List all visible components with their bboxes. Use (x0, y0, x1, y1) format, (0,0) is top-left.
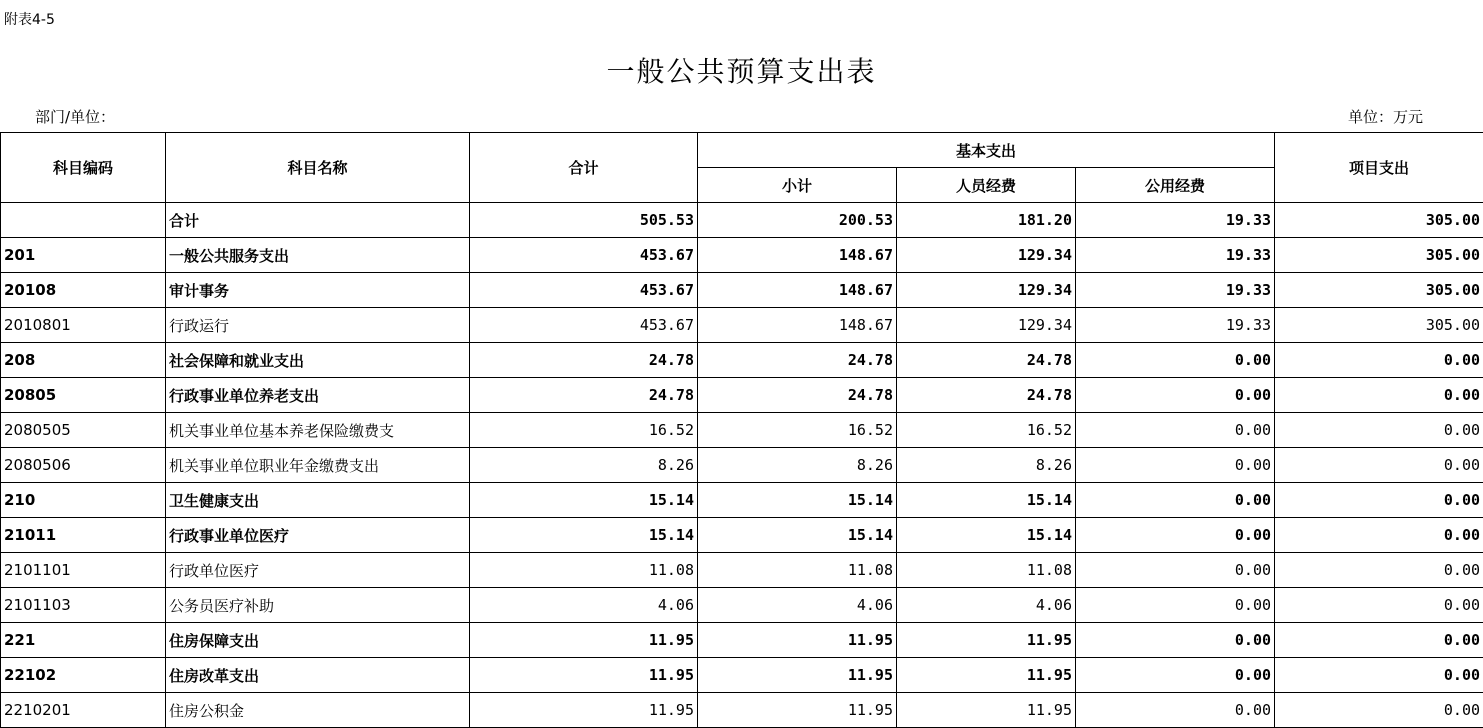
cell-personnel: 15.14 (897, 518, 1076, 553)
cell-name: 行政运行 (166, 308, 470, 343)
cell-code: 2101103 (1, 588, 166, 623)
cell-project: 305.00 (1275, 308, 1483, 343)
cell-total: 4.06 (470, 588, 698, 623)
unit-label: 单位：万元 (1347, 108, 1423, 126)
cell-project: 0.00 (1275, 378, 1483, 413)
cell-public: 19.33 (1076, 238, 1275, 273)
cell-name: 行政事业单位养老支出 (166, 378, 470, 413)
cell-code: 201 (1, 238, 166, 273)
cell-name: 社会保障和就业支出 (166, 343, 470, 378)
table-row (1, 203, 1483, 238)
cell-total: 11.95 (470, 623, 698, 658)
appendix-label: 附表4-5 (4, 12, 55, 28)
cell-code: 20805 (1, 378, 166, 413)
cell-public: 19.33 (1076, 308, 1275, 343)
cell-project: 0.00 (1275, 658, 1483, 693)
cell-subtotal: 24.78 (698, 378, 897, 413)
table-row (1, 448, 1483, 483)
cell-subtotal: 15.14 (698, 518, 897, 553)
cell-project: 305.00 (1275, 238, 1483, 273)
cell-public: 0.00 (1076, 413, 1275, 448)
cell-public: 0.00 (1076, 448, 1275, 483)
cell-total: 11.95 (470, 658, 698, 693)
cell-project: 0.00 (1275, 623, 1483, 658)
cell-name: 住房改革支出 (166, 658, 470, 693)
table-row (1, 553, 1483, 588)
cell-project: 0.00 (1275, 343, 1483, 378)
table-row (1, 273, 1483, 308)
cell-project: 0.00 (1275, 483, 1483, 518)
table-row (1, 693, 1483, 728)
cell-code: 2080505 (1, 413, 166, 448)
table-row (1, 588, 1483, 623)
cell-subtotal: 4.06 (698, 588, 897, 623)
cell-total: 505.53 (470, 203, 698, 238)
cell-subtotal: 24.78 (698, 343, 897, 378)
cell-name: 行政事业单位医疗 (166, 518, 470, 553)
cell-name: 住房公积金 (166, 693, 470, 728)
cell-total: 15.14 (470, 483, 698, 518)
cell-personnel: 16.52 (897, 413, 1076, 448)
cell-personnel: 129.34 (897, 238, 1076, 273)
cell-code: 208 (1, 343, 166, 378)
header-personnel: 人员经费 (897, 168, 1076, 203)
cell-code (1, 203, 166, 238)
cell-project: 0.00 (1275, 413, 1483, 448)
department-label: 部门/单位： (35, 108, 116, 126)
cell-code: 20108 (1, 273, 166, 308)
cell-name: 审计事务 (166, 273, 470, 308)
cell-public: 19.33 (1076, 203, 1275, 238)
header-subtotal: 小计 (698, 168, 897, 203)
cell-personnel: 24.78 (897, 343, 1076, 378)
cell-subtotal: 8.26 (698, 448, 897, 483)
cell-personnel: 11.95 (897, 623, 1076, 658)
cell-public: 0.00 (1076, 623, 1275, 658)
cell-total: 453.67 (470, 273, 698, 308)
cell-code: 22102 (1, 658, 166, 693)
table-row (1, 623, 1483, 658)
cell-public: 0.00 (1076, 483, 1275, 518)
table-row (1, 343, 1483, 378)
cell-subtotal: 148.67 (698, 238, 897, 273)
cell-subtotal: 148.67 (698, 273, 897, 308)
cell-public: 0.00 (1076, 588, 1275, 623)
table-row (1, 308, 1483, 343)
cell-code: 2080506 (1, 448, 166, 483)
cell-name: 机关事业单位职业年金缴费支出 (166, 448, 470, 483)
cell-total: 453.67 (470, 308, 698, 343)
cell-subtotal: 148.67 (698, 308, 897, 343)
cell-subtotal: 11.95 (698, 623, 897, 658)
cell-name: 公务员医疗补助 (166, 588, 470, 623)
cell-name: 一般公共服务支出 (166, 238, 470, 273)
header-total: 合计 (470, 133, 698, 203)
cell-name: 机关事业单位基本养老保险缴费支 (166, 413, 470, 448)
cell-code: 21011 (1, 518, 166, 553)
cell-project: 0.00 (1275, 448, 1483, 483)
header-code: 科目编码 (1, 133, 166, 203)
cell-subtotal: 11.08 (698, 553, 897, 588)
cell-project: 0.00 (1275, 693, 1483, 728)
budget-table (0, 132, 1483, 728)
cell-project: 0.00 (1275, 518, 1483, 553)
cell-subtotal: 200.53 (698, 203, 897, 238)
cell-total: 24.78 (470, 343, 698, 378)
cell-public: 19.33 (1076, 273, 1275, 308)
cell-subtotal: 15.14 (698, 483, 897, 518)
cell-total: 16.52 (470, 413, 698, 448)
table-header (1, 133, 1483, 203)
header-basic: 基本支出 (698, 133, 1275, 168)
table-body (1, 203, 1483, 728)
cell-total: 11.95 (470, 693, 698, 728)
cell-public: 0.00 (1076, 378, 1275, 413)
cell-name: 合计 (166, 203, 470, 238)
table-row (1, 413, 1483, 448)
cell-total: 15.14 (470, 518, 698, 553)
cell-public: 0.00 (1076, 553, 1275, 588)
cell-subtotal: 11.95 (698, 658, 897, 693)
cell-total: 11.08 (470, 553, 698, 588)
cell-code: 2210201 (1, 693, 166, 728)
cell-personnel: 181.20 (897, 203, 1076, 238)
cell-name: 行政单位医疗 (166, 553, 470, 588)
cell-personnel: 11.95 (897, 693, 1076, 728)
table-row (1, 483, 1483, 518)
cell-personnel: 8.26 (897, 448, 1076, 483)
table-row (1, 238, 1483, 273)
cell-personnel: 129.34 (897, 273, 1076, 308)
cell-total: 453.67 (470, 238, 698, 273)
table-row (1, 518, 1483, 553)
cell-code: 2010801 (1, 308, 166, 343)
cell-subtotal: 11.95 (698, 693, 897, 728)
cell-public: 0.00 (1076, 343, 1275, 378)
header-project: 项目支出 (1275, 133, 1483, 203)
cell-code: 210 (1, 483, 166, 518)
cell-total: 24.78 (470, 378, 698, 413)
cell-personnel: 4.06 (897, 588, 1076, 623)
cell-project: 0.00 (1275, 553, 1483, 588)
cell-public: 0.00 (1076, 693, 1275, 728)
header-public: 公用经费 (1076, 168, 1275, 203)
cell-personnel: 129.34 (897, 308, 1076, 343)
cell-project: 305.00 (1275, 273, 1483, 308)
cell-public: 0.00 (1076, 518, 1275, 553)
cell-name: 卫生健康支出 (166, 483, 470, 518)
table-row (1, 378, 1483, 413)
cell-personnel: 11.95 (897, 658, 1076, 693)
header-name: 科目名称 (166, 133, 470, 203)
cell-subtotal: 16.52 (698, 413, 897, 448)
cell-project: 305.00 (1275, 203, 1483, 238)
cell-name: 住房保障支出 (166, 623, 470, 658)
page-title: 一般公共预算支出表 (606, 55, 877, 88)
cell-public: 0.00 (1076, 658, 1275, 693)
cell-total: 8.26 (470, 448, 698, 483)
table-row (1, 658, 1483, 693)
cell-personnel: 11.08 (897, 553, 1076, 588)
cell-personnel: 15.14 (897, 483, 1076, 518)
cell-code: 2101101 (1, 553, 166, 588)
cell-project: 0.00 (1275, 588, 1483, 623)
cell-code: 221 (1, 623, 166, 658)
cell-personnel: 24.78 (897, 378, 1076, 413)
